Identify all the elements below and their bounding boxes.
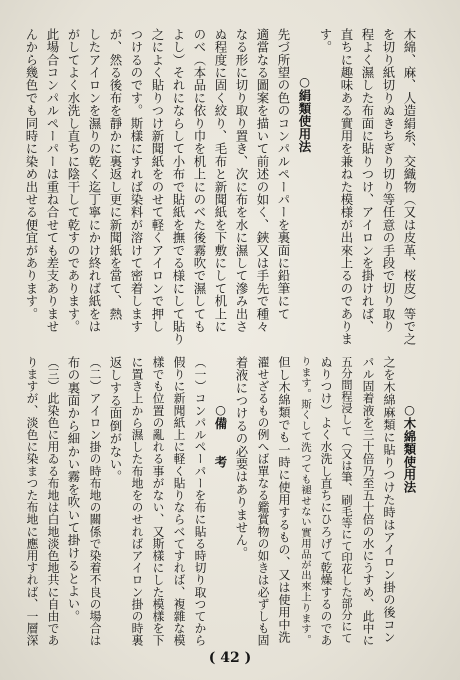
text-line: 直ちに趣味ある實用を兼ねた模様が出來上るのでありま <box>339 28 354 346</box>
note-line: 假りに新聞紙上に軽く貼りならべてすれば、複雜な模 <box>172 356 186 647</box>
section-heading-notes <box>210 356 231 646</box>
page-number: ( 42 ) <box>208 650 252 666</box>
text-line: よし）それにならして小布で貼紙を撫でる様にして貼り <box>171 28 186 346</box>
text-line: 此場合コンパルペーパーは重ね合せても差支ありませ <box>45 28 60 333</box>
section-heading-text: ○木綿類使用法 <box>402 402 417 494</box>
section-heading-cotton <box>399 356 420 646</box>
text-line: んから幾色でも同時に染め出せる便宜があります。 <box>24 28 39 321</box>
text-line: 着液につけるの必要はありません。 <box>234 356 249 560</box>
text-line: 濯せざるもの例へば單なる鑑賞物の如きは必ずしも固 <box>256 356 270 647</box>
section-heading-silk <box>294 28 315 352</box>
note-line: 布の裏面から細かい霧を吹いて掛けるとよい。 <box>66 356 81 623</box>
text-line: を切り紙切りぬきちぎり切り等任意の手段で切り取り <box>381 28 396 333</box>
note-line: に置き上から濕した布地をのせればアイロン掛の時裏 <box>130 356 144 647</box>
text-line: 程よく濕した布面に貼りつけ、アイロンを掛ければ、 <box>360 28 375 333</box>
text-line: 適當なる圖案を描いて前述の如く、鋏又は手先で種々 <box>255 28 270 333</box>
note-line: 樣でも位置の亂れる事がない、又斯樣にした模樣を下 <box>151 356 165 647</box>
text-line: ります。斯くして洗つても褪せない實用品が出來上ります。 <box>299 356 311 645</box>
note-line: りますが、淡色に染まつた布地に應用すれば、一層深 <box>25 356 39 647</box>
text-line: 五分間程浸して（又は筆、刷毛等にて印花した部分にて <box>340 356 353 644</box>
text-line: ぬ程度に固く絞り、毛布と新聞紙を下敷にして机上に <box>213 28 228 333</box>
text-line: がしてよく水洗し直ちに陰干して乾すのであります。 <box>66 28 81 333</box>
text-line: 但し木綿類でも一時に使用するもの、又は使用中洗 <box>277 356 291 644</box>
text-line: パル固着液を三十倍乃至五十倍の水にうすめ、此中に <box>361 356 375 647</box>
text-line: したアイロンを濕りの乾く迄丁寧にかけ終れば紙をは <box>87 28 102 333</box>
text-line: す。 <box>318 28 333 54</box>
text-line: 木綿、麻、人造絹糸、交織物（又は皮革、桜皮）等で之 <box>402 28 417 346</box>
text-line: なる形に切り取り置き、次に布を水に濕して滲み出さ <box>234 28 249 333</box>
note-line: （二）アイロン掛の時布地の關係で染着不良の場合は <box>88 356 102 647</box>
text-line: つけるのです。斯樣にすれば染料が溶けて密着します <box>129 28 144 333</box>
top-text-block <box>21 28 420 352</box>
note-line: 返しする面倒がない。 <box>108 356 123 483</box>
note-line: （一）コンパルペーパーを布に貼る時切り取つてから <box>193 356 207 647</box>
text-line: 先づ所望の色のコンパルペーパーを裏面に鉛筆にて <box>276 28 291 321</box>
text-line: のべ（本品に依り巾を机上にのべた後霧吹で濕しても <box>192 28 207 333</box>
text-line: ぬりつけ）よく水洗し直ちにひろげて乾燥するのであ <box>319 356 333 647</box>
text-line: 之によく貼りつけ新聞紙をのせて軽くアイロンで押し <box>150 28 165 333</box>
section-heading-text: ○絹類使用法 <box>297 74 312 153</box>
text-line: 之を木綿麻類に貼りつけた時はアイロン掛の後コン <box>382 356 396 644</box>
bottom-text-block <box>21 356 420 646</box>
note-line: （三）此染色に用ゐる布地は白地淡色地共に自由であ <box>46 356 60 647</box>
text-line: が、然る後布を靜かに裏返し更に新聞紙を當て、熱 <box>108 28 123 321</box>
section-heading-text: ○備 考 <box>213 402 228 469</box>
